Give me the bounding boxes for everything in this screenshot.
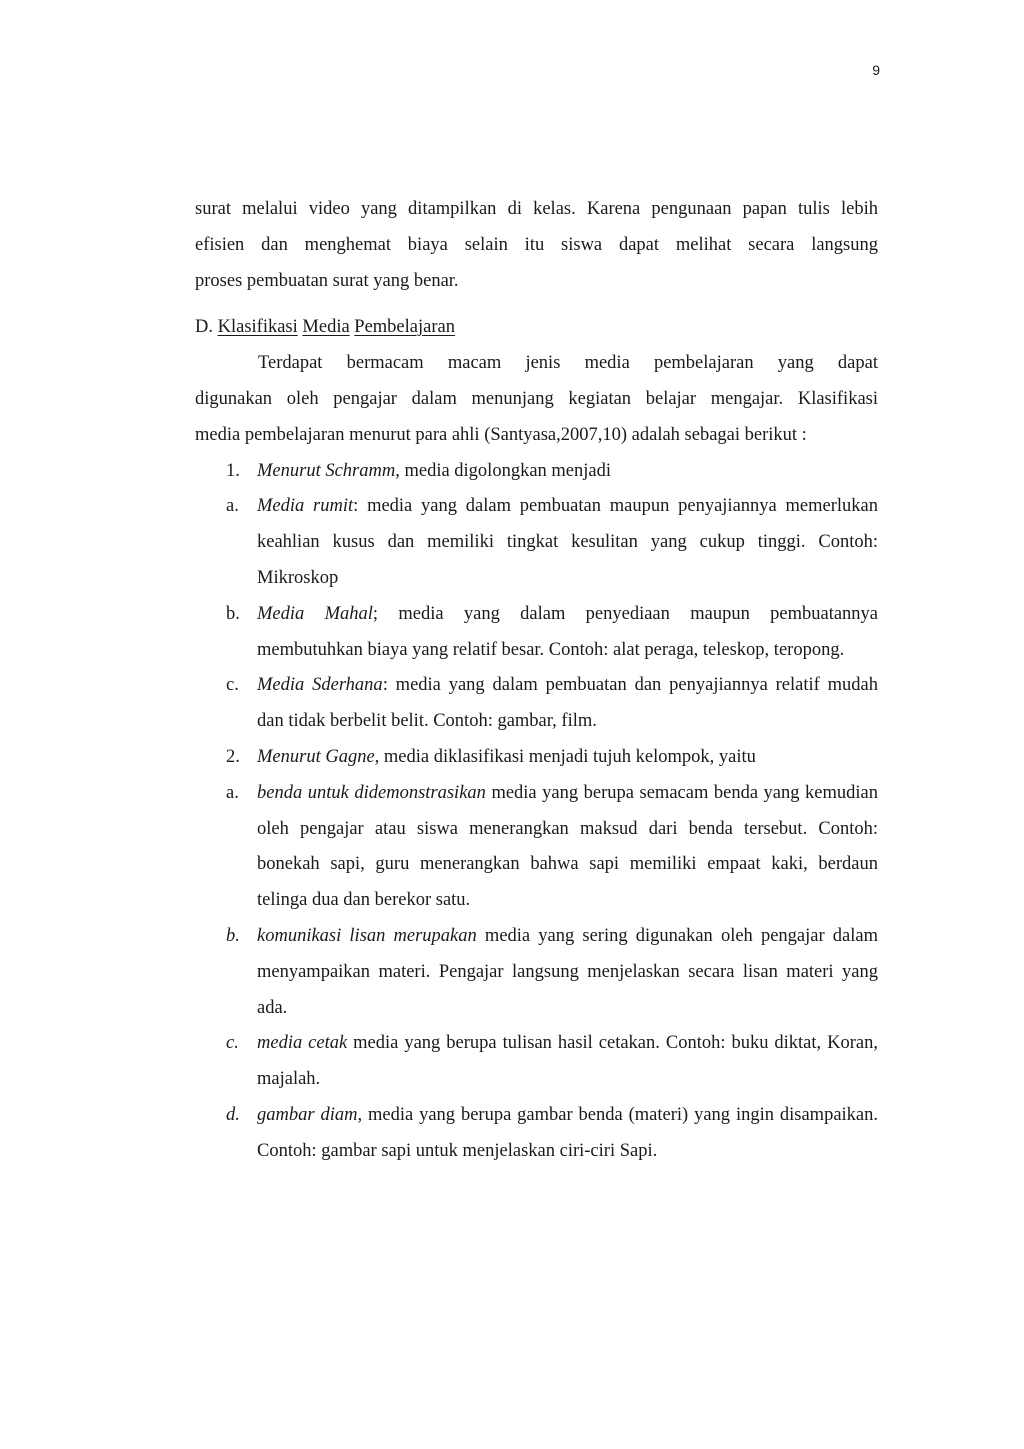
sublist-item: [133, 489, 878, 596]
sublist-schramm-container: [133, 489, 878, 740]
body-line-3: media pembelajaran menurut para ahli (Santyasa,2007,10) adalah sebagai berikut :: [195, 424, 807, 445]
sublist-schramm: [133, 489, 878, 740]
sublist-term: Media rumit: [257, 496, 354, 517]
list-item-text: , media digolongkan menjadi: [395, 460, 612, 481]
sublist-term: media cetak: [257, 1033, 348, 1054]
sublist-item: [133, 668, 878, 740]
sublist-text: : media yang dalam pembuatan maupun penyajiannya memerlukan keahlian kusus dan memiliki tingkat kesulitan yang cukup tinggi. Contoh: Mikroskop: [257, 496, 878, 588]
sublist-item: [133, 597, 878, 669]
list-item-schramm: [195, 454, 878, 490]
sublist-gagne: [133, 776, 878, 1170]
sublist-marker: b.: [226, 603, 240, 624]
sublist-text: media yang sering digunakan oleh pengajar dalam menyampaikan materi. Pengajar langsung menjelaskan secara lisan materi yang ada.: [257, 925, 878, 1018]
sublist-marker: a.: [226, 782, 239, 803]
intro-line-1: surat melalui video yang ditampilkan di kelas. Karena pengunaan papan tulis lebih: [195, 199, 878, 219]
sublist-text: media yang berupa tulisan hasil cetakan. Contoh: buku diktat, Koran, majalah.: [257, 1033, 878, 1090]
intro-line-3: proses pembuatan surat yang benar.: [195, 270, 459, 291]
body-paragraph: [195, 346, 878, 453]
body-line-1: Terdapat bermacam macam jenis media pembelajaran yang dapat: [258, 353, 878, 374]
sublist-text: : media yang dalam pembuatan dan penyajiannya relatif mudah dan tidak berbelit belit. Contoh: gambar, film.: [257, 675, 878, 732]
intro-paragraph: [195, 192, 878, 299]
sublist-term: komunikasi lisan merupakan: [257, 925, 477, 946]
sublist-marker: b.: [226, 925, 240, 946]
intro-line-2: efisien dan menghemat biaya selain itu siswa dapat melihat secara langsung: [195, 234, 878, 255]
document-body: [195, 192, 878, 1170]
page-number: 9: [872, 62, 880, 78]
list-item-title: Menurut Schramm: [257, 460, 396, 481]
sublist-marker: c.: [226, 675, 239, 696]
sublist-text: media yang berupa gambar benda (materi) yang ingin disampaikan. Contoh: gambar sapi untuk menjelaskan ciri-ciri Sapi.: [257, 1104, 878, 1161]
list-item-title: Menurut Gagne: [257, 746, 375, 767]
heading-word-klasifikasi: Klasifikasi: [217, 317, 298, 338]
list-marker: 1.: [226, 460, 240, 481]
heading-prefix: D.: [195, 317, 213, 338]
sublist-term: gambar diam,: [257, 1104, 363, 1125]
section-heading: [195, 310, 878, 346]
sublist-gagne-container: [133, 776, 878, 1170]
sublist-term: Media Mahal: [257, 603, 373, 624]
sublist-text: media yang berupa semacam benda yang kemudian oleh pengajar atau siswa menerangkan maksud dari benda tersebut. Contoh: bonekah sapi, guru menerangkan bahwa sapi memiliki empaat kaki, berdaun telinga dua dan berekor satu.: [257, 782, 878, 911]
sublist-item: [133, 1098, 878, 1170]
list-item-text: , media diklasifikasi menjadi tujuh kelompok, yaitu: [374, 746, 756, 767]
sublist-item: [133, 919, 878, 1026]
classification-list: [195, 454, 878, 1170]
sublist-marker: d.: [226, 1104, 240, 1125]
sublist-text: ; media yang dalam penyediaan maupun pembuatannya membutuhkan biaya yang relatif besar. Contoh: alat peraga, teleskop, teropong.: [257, 603, 879, 660]
sublist-term: Media Sderhana: [257, 675, 383, 696]
list-item-gagne: [195, 740, 878, 776]
list-marker: 2.: [226, 746, 240, 767]
sublist-item: [133, 1026, 878, 1098]
sublist-marker: c.: [226, 1033, 239, 1054]
sublist-term: benda untuk didemonstrasikan: [257, 782, 486, 803]
body-line-2: digunakan oleh pengajar dalam menunjang kegiatan belajar mengajar. Klasifikasi: [195, 388, 878, 409]
heading-word-media: Media: [302, 317, 350, 338]
heading-word-pembelajaran: Pembelajaran: [354, 317, 455, 338]
sublist-marker: a.: [226, 496, 239, 517]
sublist-item: [133, 776, 878, 919]
